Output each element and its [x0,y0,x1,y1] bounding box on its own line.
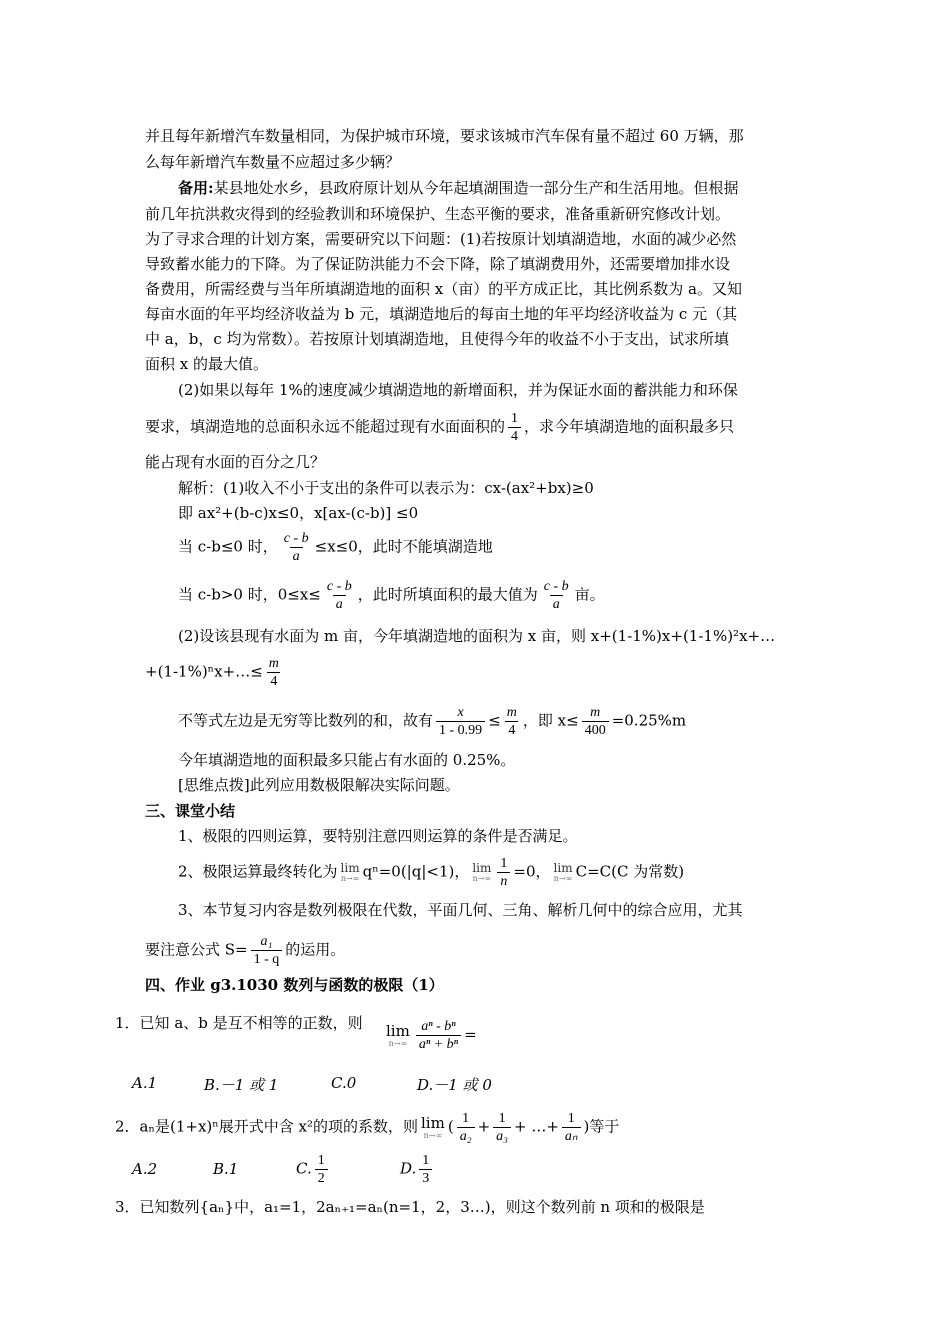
backup-problem-line: 为了寻求合理的计划方案，需要研究以下问题：(1)若按原计划填湖造地，水面的减少必然 [145,230,737,248]
fraction-a1-over-1-minus-q: $\frac{\text{a₁}}{1 - q}$ [251,933,283,968]
question-3: 3．已知数列{aₙ}中，a₁=1，2aₙ₊₁=aₙ(n=1，2，3…)，则这个数列前 n 项和的极限是 [115,1198,705,1216]
backup-part2-line: (2)如果以每年 1%的速度减少填湖造地的新增面积，并为保证水面的蓄洪能力和环保 [178,381,738,399]
question-1: 1．已知 a、b 是互不相等的正数，则 [115,1014,363,1032]
backup-problem-line: 前几年抗洪救灾得到的经验教训和环境保护、生态平衡的要求，准备重新研究修改计划。 [145,205,731,223]
q1-option-c: C.0 [331,1074,357,1092]
fraction-m-over-4: $\frac{m}{4}$ [268,656,279,689]
q1-option-d: D.－1 或 0 [417,1076,492,1094]
section-heading-homework: 四、作业 g3.1030 数列与函数的极限（1） [145,976,444,994]
fraction-m-over-400: $\frac{m}{400}$ [582,704,609,739]
fraction-an-bn: $\frac{\text{aⁿ - bⁿ}}{\text{aⁿ + bⁿ}}$ [416,1018,461,1053]
backup-problem-line: 中 a，b，c 均为常数）。若按原计划填湖造地，且使得今年的收益不小于支出，试求所填 [145,330,729,348]
fraction-1-over-n: $\frac{1}{n}$ [497,855,510,890]
backup-part2-line: 要求，填湖造地的总面积永远不能超过现有水面面积的 $\frac{1}{4}$ ，求今年填湖造地的面积最多只 [145,411,735,444]
solution-line: 解析：(1)收入不小于支出的条件可以表示为：cx-(ax²+bx)≥0 [178,479,594,497]
backup-label: 备用: [178,179,214,197]
solution-line: 当 c-b>0 时，0≤x≤ $\frac{c - b}{a}$ ，此时所填面积的最大值为 $\frac{c - b}{a}$ 亩。 [178,579,605,612]
paragraph-line: 并且每年新增汽车数量相同，为保护城市环境，要求该城市汽车保有量不超过 60 万辆，那 [145,127,744,145]
summary-item: 要注意公式 S= $\frac{\text{a₁}}{1 - q}$ 的运用。 [145,934,346,967]
limit-symbol: lim n→∞ [472,861,492,883]
fraction-1-over-an: $\frac{1}{\text{aₙ}}$ [562,1110,581,1145]
backup-problem-line: 导致蓄水能力的下降。为了保证防洪能力不会下降，除了填湖费用外，还需要增加排水设 [145,255,731,273]
solution-line: 不等式左边是无穷等比数列的和，故有 $\frac{x}{1 - 0.99}$ ≤ $\frac{m}{4}$ ，即 x≤ $\frac{m}{400}$ =0.25%m [178,705,687,738]
q1-option-a: A.1 [132,1074,158,1092]
fraction-1-over-a2: $\frac{1}{\text{a₂}}$ [457,1110,475,1145]
solution-line: +(1-1%)ⁿx+…≤ $\frac{m}{4}$ [145,655,285,690]
solution-line: 今年填湖造地的面积最多只能占有水面的 0.25%。 [178,751,516,769]
fraction-m-over-4: $\frac{m}{4}$ [506,705,517,738]
q1-option-b: B.－1 或 1 [204,1076,279,1094]
question-2: 2．aₙ是(1+x)ⁿ展开式中含 x²的项的系数，则 lim n→∞ ( $\frac{1}{\text{a₂}}$ + $\frac{1}{\text{a₃}}$ + …+ $\frac{1}{\text{aₙ}}$ )等于 [115,1111,620,1144]
limit-symbol: lim n→∞ [340,861,360,883]
solution-line: 即 ax²+(b-c)x≤0，x[ax-(c-b)] ≤0 [178,504,419,522]
solution-line: [思维点拨]此列应用数极限解决实际问题。 [178,776,460,794]
fraction-cb-over-a: $\frac{c - b}{a}$ [283,531,309,564]
backup-problem-line: 备费用，所需经费与当年所填湖造地的面积 x（亩）的平方成正比，其比例系数为 a。又知 [145,280,742,298]
q2-option-d: D. $\frac{1}{3}$ [400,1152,435,1187]
solution-line: (2)设该县现有水面为 m 亩，今年填湖造地的面积为 x 亩，则 x+(1-1%)x+(1-1%)²x+… [178,627,776,645]
backup-problem-line: 面积 x 的最大值。 [145,355,268,373]
solution-line: 当 c-b≤0 时， $\frac{c - b}{a}$ ≤x≤0，此时不能填湖造地 [178,531,493,564]
backup-part2-line: 能占现有水面的百分之几？ [145,453,326,471]
fraction-1-over-2: $\frac{1}{2}$ [315,1152,328,1187]
fraction-one-quarter: $\frac{1}{4}$ [508,410,521,445]
summary-item: 1、极限的四则运算，要特别注意四则运算的条件是否满足。 [178,827,578,845]
limit-symbol: lim n→∞ [421,1114,445,1140]
fraction-cb-over-a: $\frac{c - b}{a}$ [326,579,352,612]
summary-item: 3、本节复习内容是数列极限在代数，平面几何、三角、解析几何中的综合应用，尤其 [178,901,743,919]
fraction-1-over-a3: $\frac{1}{\text{a₃}}$ [493,1110,511,1145]
q2-option-b: B.1 [213,1160,239,1178]
backup-problem-line: 备用:某县地处水乡，县政府原计划从今年起填湖围造一部分生产和生活用地。但根据 [178,179,739,197]
limit-symbol: lim n→∞ [386,1022,410,1048]
q2-option-c: C. $\frac{1}{2}$ [296,1152,331,1187]
question-1-expression: lim n→∞ $\frac{\text{aⁿ - bⁿ}}{\text{aⁿ + bⁿ}}$ = [386,1019,477,1052]
q2-option-a: A.2 [132,1160,158,1178]
limit-symbol: lim n→∞ [553,861,573,883]
backup-problem-line: 每亩水面的年平均经济收益为 b 元，填湖造地后的每亩土地的年平均经济收益为 c 元（其 [145,305,738,323]
summary-item: 2、极限运算最终转化为 lim n→∞ qⁿ=0(|q|<1)， lim n→∞ $\frac{1}{n}$ =0， lim n→∞ C=C(C 为常数) [178,856,685,889]
paragraph-line: 么每年新增汽车数量不应超过多少辆？ [145,153,401,171]
fraction-cb-over-a: $\frac{c - b}{a}$ [543,579,569,612]
section-heading-summary: 三、课堂小结 [145,802,236,820]
fraction-1-over-3: $\frac{1}{3}$ [419,1152,432,1187]
fraction-x-over-1-minus-099: $\frac{x}{1 - 0.99}$ [436,704,485,739]
